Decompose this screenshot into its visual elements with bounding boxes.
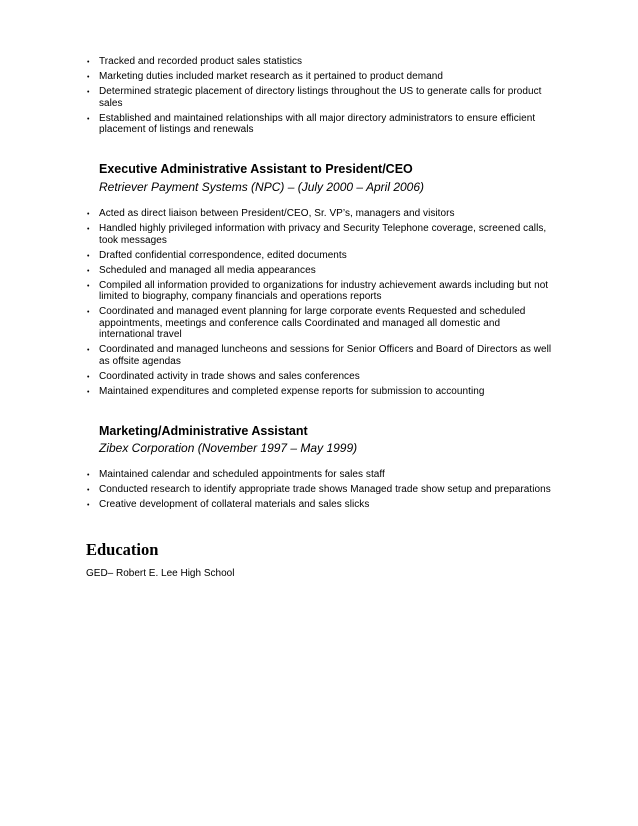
list-item: • Conducted research to identify appropriate trade shows Managed trade show setup and preparations bbox=[87, 484, 551, 495]
bullet-icon: • bbox=[87, 347, 90, 354]
list-item: • Tracked and recorded product sales statistics bbox=[87, 56, 303, 67]
list-item: • Established and maintained relationships with all major directory administrators to ensure efficient placement of listings and renewals bbox=[87, 112, 536, 135]
job-bullets bbox=[86, 208, 556, 401]
job-title: Executive Administrative Assistant to President/CEO bbox=[99, 162, 413, 176]
education-heading: Education bbox=[86, 540, 159, 559]
list-item: • Acted as direct liaison between President/CEO, Sr. VP’s, managers and visitors bbox=[87, 208, 455, 219]
bullet-icon: • bbox=[87, 89, 90, 96]
education-entry: GED– Robert E. Lee High School bbox=[86, 568, 235, 579]
bullet-icon: • bbox=[87, 74, 90, 81]
list-item: • Drafted confidential correspondence, edited documents bbox=[87, 249, 347, 261]
job-bullets bbox=[86, 469, 556, 514]
list-item: • Coordinated and managed luncheons and sessions for Senior Officers and Board of Directors as well as offsite agendas bbox=[87, 344, 552, 367]
list-item: • Creative development of collateral materials and sales slicks bbox=[87, 499, 370, 510]
job-organization: Retriever Payment Systems (NPC) – (July 2000 – April 2006) bbox=[99, 180, 425, 194]
job-organization: Zibex Corporation (November 1997 – May 1999) bbox=[99, 441, 358, 455]
list-item: • Determined strategic placement of directory listings throughout the US to generate calls for product sales bbox=[87, 86, 542, 109]
list-item: • Compiled all information provided to organizations for industry achievement awards including but not limited to biography, company financials and operations reports bbox=[87, 279, 549, 302]
previous-job-bullets bbox=[86, 56, 556, 139]
bullet-icon: • bbox=[87, 252, 90, 260]
bullet-icon: • bbox=[87, 472, 90, 479]
bullet-icon: • bbox=[87, 309, 90, 316]
bullet-icon: • bbox=[87, 388, 90, 396]
list-item: • Handled highly privileged information with privacy and Security Telephone coverage, screened calls, took messages bbox=[87, 223, 547, 246]
bullet-icon: • bbox=[87, 59, 90, 66]
bullet-icon: • bbox=[87, 115, 90, 123]
job-title: Marketing/Administrative Assistant bbox=[99, 424, 308, 438]
list-item: • Maintained expenditures and completed expense reports for submission to accounting bbox=[87, 385, 485, 397]
list-item: • Coordinated and managed event planning for large corporate events Requested and scheduled appointments, meetings and conference calls Coordinated and managed all domestic and international travel bbox=[87, 306, 526, 340]
bullet-icon: • bbox=[87, 502, 90, 509]
bullet-icon: • bbox=[87, 282, 90, 290]
bullet-icon: • bbox=[87, 373, 90, 381]
bullet-icon: • bbox=[87, 267, 90, 275]
list-item: • Coordinated activity in trade shows and sales conferences bbox=[87, 370, 360, 382]
list-item: • Scheduled and managed all media appearances bbox=[87, 264, 316, 276]
bullet-icon: • bbox=[87, 226, 90, 233]
list-item: • Maintained calendar and scheduled appointments for sales staff bbox=[87, 469, 385, 480]
bullet-icon: • bbox=[87, 487, 90, 494]
bullet-icon: • bbox=[87, 211, 90, 218]
list-item: • Marketing duties included market research as it pertained to product demand bbox=[87, 71, 443, 82]
